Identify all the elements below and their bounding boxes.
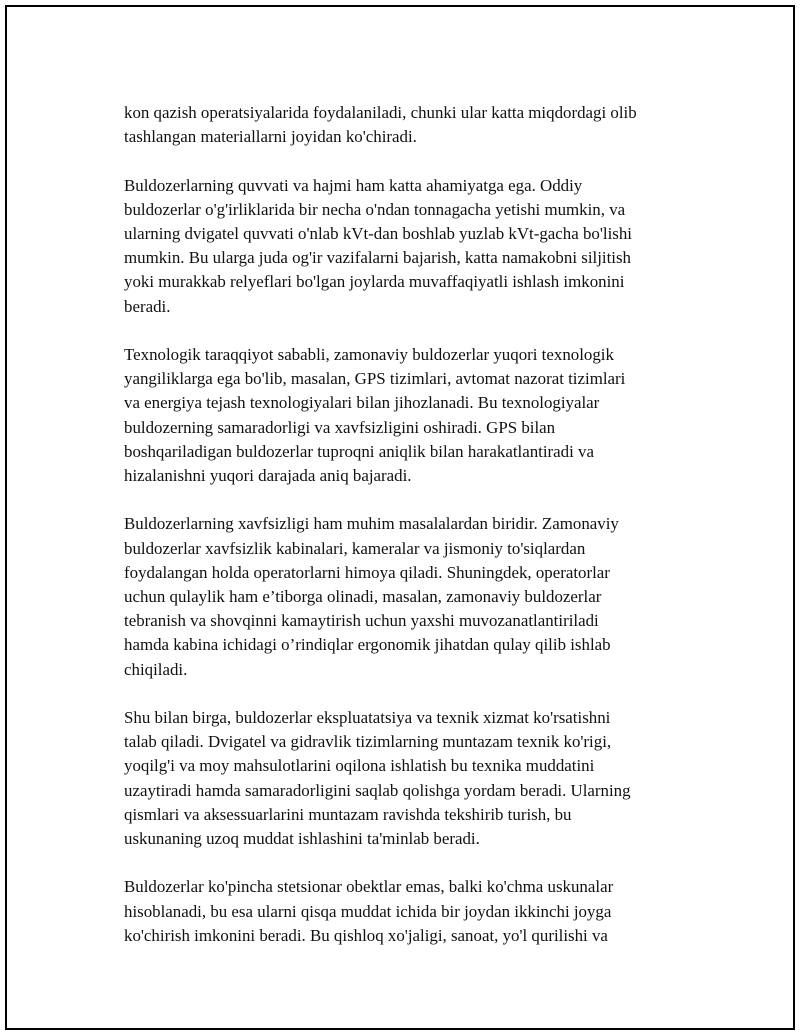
paragraph (124, 101, 684, 149)
text-line: tebranish va shovqinni kamaytirish uchun yaxshi muvozanatlantiriladi (124, 611, 599, 631)
text-line: buldozerlar xavfsizlik kabinalari, kameralar va jismoniy to'siqlardan (124, 538, 586, 558)
text-line: ularning dvigatel quvvati o'nlab kVt-dan boshlab yuzlab kVt-gacha bo'lishi (124, 224, 632, 243)
document-body (124, 101, 684, 972)
paragraph (124, 174, 684, 319)
text-line: yoqilg'i va moy mahsulotlarini oqilona ishlatish bu texnika muddatini (124, 756, 595, 776)
text-line: ko'chirish imkonini beradi. Bu qishloq xo'jaligi, sanoat, yo'l qurilishi va (124, 925, 608, 945)
paragraph (124, 343, 684, 488)
text-line: va energiya tejash texnologiyalari bilan jihozlanadi. Bu texnologiyalar (124, 393, 600, 413)
text-line: buldozerning samaradorligi va xavfsizligini oshiradi. GPS bilan (124, 417, 556, 437)
text-line: beradi. (124, 296, 171, 316)
text-line: chiqiladi. (124, 659, 188, 679)
text-line: boshqariladigan buldozerlar tuproqni aniqlik bilan harakatlantiradi va (124, 441, 594, 461)
text-line: foydalangan holda operatorlarni himoya qiladi. Shuningdek, operatorlar (124, 562, 610, 582)
text-line: Texnologik taraqqiyot sababli, zamonaviy buldozerlar yuqori texnologik (124, 345, 614, 364)
text-line: yoki murakkab relyeflari bo'lgan joylarda muvaffaqiyatli ishlash imkonini (124, 272, 625, 292)
text-line: uskunaning uzoq muddat ishlashini ta'minlab beradi. (124, 829, 480, 849)
text-line: mumkin. Bu ularga juda og'ir vazifalarni bajarish, katta namakobni siljitish (124, 248, 631, 268)
text-line: Buldozerlarning quvvati va hajmi ham katta ahamiyatga ega. Oddiy (124, 175, 583, 195)
text-line: kon qazish operatsiyalarida foydalaniladi, chunki ular katta miqdordagi olib (124, 103, 637, 122)
paragraph (124, 512, 684, 681)
text-line: talab qiladi. Dvigatel va gidravlik tizimlarning muntazam texnik ko'rigi, (124, 732, 612, 752)
text-line: uchun qulaylik ham e’tiborga olinadi, masalan, zamonaviy buldozerlar (124, 587, 602, 607)
text-line: Buldozerlar ko'pincha stetsionar obektlar emas, balki ko'chma uskunalar (124, 877, 614, 897)
text-line: Shu bilan birga, buldozerlar ekspluatatsiya va texnik xizmat ko'rsatishni (124, 708, 611, 728)
text-line: hisoblanadi, bu esa ularni qisqa muddat ichida bir joydan ikkinchi joyga (124, 901, 612, 921)
text-line: yangiliklarga ega bo'lib, masalan, GPS tizimlari, avtomat nazorat tizimlari (124, 369, 626, 389)
paragraph (124, 706, 684, 851)
text-line: qismlari va aksessuarlarini muntazam ravishda tekshirib turish, bu (124, 804, 572, 824)
text-line: uzaytiradi hamda samaradorligini saqlab qolishga yordam beradi. Ularning (124, 780, 631, 800)
text-line: hamda kabina ichidagi o’rindiqlar ergonomik jihatdan qulay qilib ishlab (124, 635, 611, 655)
text-line: tashlangan materiallarni joyidan ko'chiradi. (124, 127, 417, 147)
text-line: buldozerlar o'g'irliklarida bir necha o'ndan tonnagacha yetishi mumkin, va (124, 199, 626, 219)
paragraph (124, 875, 684, 948)
page-frame (5, 5, 795, 1030)
text-line: hizalanishni yuqori darajada aniq bajaradi. (124, 466, 412, 486)
text-line: Buldozerlarning xavfsizligi ham muhim masalalardan biridir. Zamonaviy (124, 514, 619, 534)
